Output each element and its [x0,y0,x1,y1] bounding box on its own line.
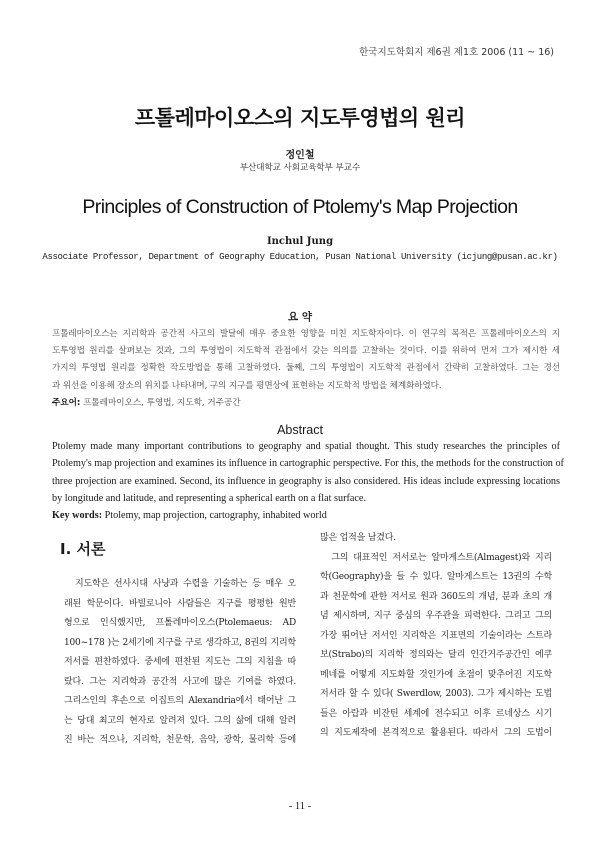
body-line: 그리스인의 후손으로 이집트의 Alexandria에서 태어난 그 [64,696,296,706]
korean-keywords [52,395,560,412]
author-name-english: Inchul Jung [266,236,334,247]
page-number: - 11 - [288,801,312,812]
english-abstract [52,438,564,524]
english-keywords [52,507,560,524]
body-line: 래된 학문이다. 바빌로니아 사람들은 지구를 평평한 원반 [64,598,296,609]
abstract-line: Ptolemy's map projection and examines its influence in cartographic perspective. For this, the methods for the construction of [52,458,564,470]
body-line: 의 지도제작에 본격적으로 활용된다. 따라서 그의 도법이 [320,728,552,738]
body-line: 가장 뛰어난 저서인 지리학은 지표면의 기술이라는 스트라 [320,630,552,641]
body-line: 형으로 인식했지만, 프톨레마이오스(Ptolemaeus: AD [64,618,296,628]
body-line: 저서를 편찬하였다. 중세에 편찬된 지도는 그의 지침을 따 [64,657,296,667]
author-name-korean: 정인철 [285,150,315,161]
body-line: 과 천문학에 관한 저서로 원과 360도의 개념, 분과 초의 개 [320,591,552,602]
paper-title-korean: 프톨레마이오스의 지도투영법의 원리 [134,106,466,130]
keywords-list: 프톨레마이오스, 투영법, 지도학, 거주공간 [80,397,241,408]
body-column-right [320,529,552,744]
abstract-line: 도투영법 원리를 살펴보는 것과, 그의 투영법이 지도학적 관점에서 갖는 의의를 고찰하는 것이다. 이를 위하여 먼저 그가 제시한 세 [52,346,560,357]
keywords-label: 주요어: [52,397,81,408]
body-line: 보(Strabo)의 지리학 정의와는 달리 인간거주공간인 에쿠 [320,650,552,660]
keywords-list: Ptolemy, map projection, cartography, inhabited world [102,510,327,522]
body-line: 저서라 할 수 있다( Swerdlow, 2003). 그가 제시하는 도법 [320,689,552,699]
abstract-line: 가지의 투영법 원리를 정확한 작도방법을 통해 고찰하였다. 둘째, 그의 투영법이 지도학적 관점에서 간략히 고찰하였다. 그는 경선 [52,363,560,374]
body-line: 그의 대표적인 저서로는 알마게스트(Almagest)와 지리 [320,552,552,563]
body-line: 들은 아랍과 비잔틴 세계에 전수되고 이후 르네상스 시기 [320,708,552,719]
english-abstract-heading: Abstract [277,423,323,437]
keywords-label: Key words: [52,510,103,522]
body-line: 100~178 )는 2세기에 지구를 구로 생각하고, 8권의 지리학 [64,637,296,648]
journal-reference: 한국지도학회지 제6권 제1호 2006 (11 ~ 16) [359,47,554,58]
paper-title-english: Principles of Construction of Ptolemy's Map Projection [82,196,518,218]
body-line: 는 당대 최고의 현자로 알려져 있다. 그의 삶에 대해 알려 [64,715,296,726]
body-line: 많은 업적을 남겼다. [320,533,396,543]
abstract-line: by longitude and latitude, and representing a spherical earth on a flat surface. [52,492,366,504]
abstract-line: 프톨레마이오스는 지리학과 공간적 사고의 발달에 매우 중요한 영향을 미친 지도학자이다. 이 연구의 목적은 프톨레마이오스의 지 [52,329,560,339]
body-line: 메네를 어떻게 지도화할 것인가에 초점이 맞추어진 지도학 [320,669,552,680]
korean-abstract-heading: 요 약 [288,311,312,323]
body-line: 랐다. 그는 지리학과 공간적 사고에 많은 기여를 하였다. [64,676,296,687]
body-line: 학(Geography)을 들 수 있다. 알마게스트는 13권의 수학 [320,572,552,582]
abstract-line: Ptolemy made many important contributions to geography and spatial thought. This study researches the principles of [52,441,560,452]
abstract-line: 과 위선을 이용해 장소의 위치를 나타내며, 구의 지구를 평면상에 표현하는 지도학적 방법을 체계화하였다. [52,380,442,391]
section-heading-introduction: I. 서론 [60,540,106,558]
body-line: 지도학은 선사시대 사냥과 수렵을 기술하는 등 매우 오 [64,579,296,589]
body-line: 진 바는 적으나, 지리학, 천문학, 음악, 광학, 물리학 등에 [64,735,296,745]
body-column-left [64,575,296,751]
body-line: 념 제시하며, 지구 중심의 우주관을 피력한다. 그리고 그의 [320,611,552,621]
author-affiliation-korean: 부산대학교 사회교육학부 부교수 [239,163,361,173]
author-affiliation-english: Associate Professor, Department of Geography Education, Pusan National University (icjung@pusan.ac.kr) [42,252,558,262]
korean-abstract [52,326,560,412]
abstract-line: three projection are examined. Second, its influence in geography is also considered. His ideas include expressing locations [52,475,560,487]
